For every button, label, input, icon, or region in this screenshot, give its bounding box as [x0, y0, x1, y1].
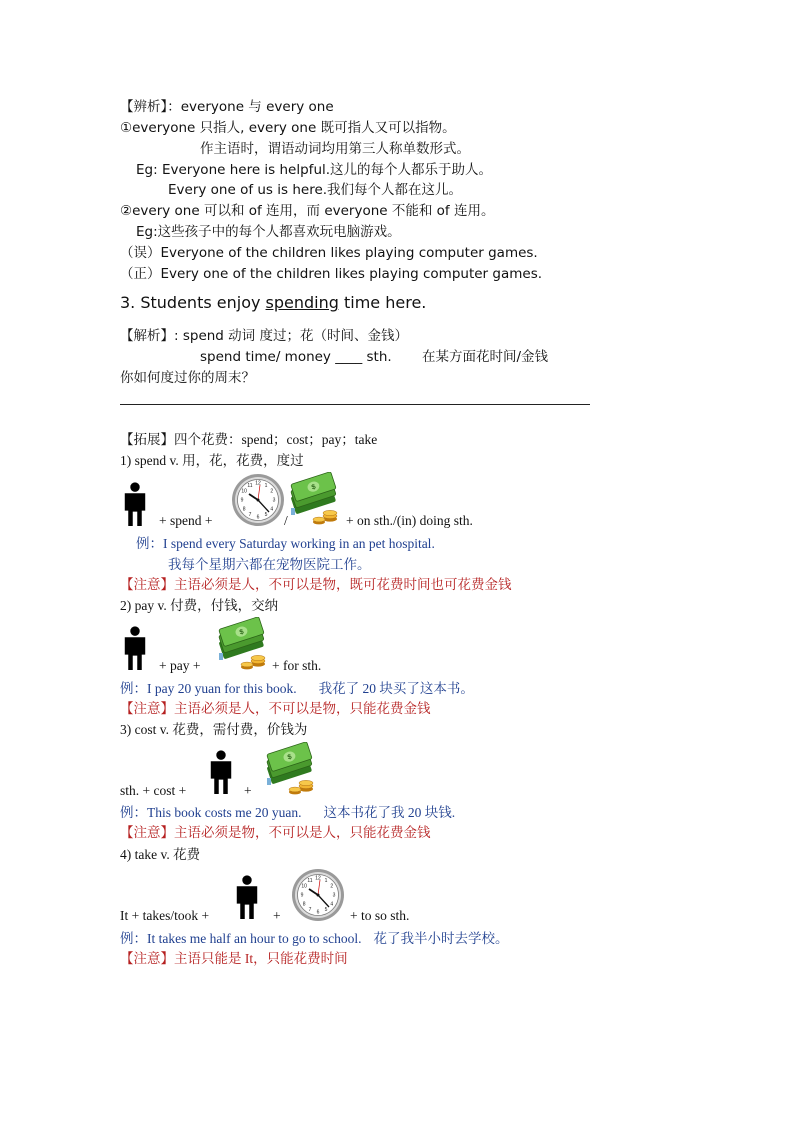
person-icon	[119, 482, 151, 527]
cost-formula-plus: +	[244, 783, 252, 798]
pay-example	[120, 680, 474, 698]
explain-question: 你如何度过你的周末？	[120, 370, 255, 386]
take-example-cn: 花了我半小时去学校。	[373, 931, 509, 946]
money-icon	[262, 742, 318, 798]
analysis-point-2: ②every one 可以和 of 连用，而 everyone 不能和 of 连用。	[120, 203, 495, 219]
extend-title: 【拓展】四个花费：spend；cost；pay；take	[120, 432, 378, 447]
spend-formula-slash: /	[284, 513, 288, 528]
answer-line	[120, 404, 590, 405]
cost-note-text: 主语必须是物，不可以是人，只能花费金钱	[174, 825, 431, 840]
spend-example-cn: 我每个星期六都在宠物医院工作。	[168, 557, 371, 572]
take-example-en: 例：It takes me half an hour to go to school.	[120, 931, 362, 946]
explain-line-1: 【解析】: spend 动词 度过；花（时间、金钱）	[120, 328, 408, 344]
pay-note	[120, 700, 431, 718]
pay-heading: 2) pay v. 付费，付钱，交纳	[120, 598, 279, 613]
pay-formula-1: + pay +	[159, 658, 201, 673]
pay-note-tag: 【注意】	[120, 701, 174, 716]
take-heading: 4) take v. 花费	[120, 847, 201, 862]
take-note	[120, 950, 348, 968]
cost-formula-1: sth. + cost +	[120, 783, 187, 798]
clock-icon	[230, 472, 286, 528]
cost-example-en: 例：This book costs me 20 yuan.	[120, 805, 302, 820]
explain-line-2b: 在某方面花时间/金钱	[422, 349, 549, 365]
spend-note-text: 主语必须是人，不可以是物，既可花费时间也可花费金钱	[174, 577, 512, 592]
pay-example-en: 例：I pay 20 yuan for this book.	[120, 681, 297, 696]
pay-example-cn: 我花了 20 块买了这本书。	[318, 681, 474, 696]
cost-note-tag: 【注意】	[120, 825, 174, 840]
analysis-right: （正）Every one of the children likes playing computer games.	[120, 266, 543, 282]
take-formula-1: It + takes/took +	[120, 908, 210, 923]
take-note-text: 主语只能是 It，只能花费时间	[174, 951, 348, 966]
take-formula-plus: +	[273, 908, 281, 923]
spend-heading: 1) spend v. 用，花，花费，度过	[120, 453, 304, 468]
spend-example-en: 例：I spend every Saturday working in an pet hospital.	[136, 536, 435, 551]
explain-line-2a: spend time/ money ____ sth.	[200, 349, 392, 365]
take-note-tag: 【注意】	[120, 951, 174, 966]
person-icon	[205, 750, 237, 795]
money-icon	[286, 472, 342, 528]
analysis-point-1: ①everyone 只指人, every one 既可指人又可以指物。	[120, 120, 456, 136]
sentence-3-key: spending	[265, 293, 339, 312]
analysis-example-1b: Every one of us is here.我们每个人都在这儿。	[168, 182, 463, 198]
sentence-3-suffix: time here.	[338, 293, 427, 312]
analysis-example-1: Eg: Everyone here is helpful.这儿的每个人都乐于助人。	[136, 162, 493, 178]
clock-icon	[290, 867, 346, 923]
cost-note	[120, 824, 431, 842]
analysis-wrong: （误）Everyone of the children likes playing computer games.	[120, 245, 538, 261]
take-example	[120, 930, 508, 948]
pay-note-text: 主语必须是人，不可以是物，只能花费金钱	[174, 701, 431, 716]
sentence-3-prefix: 3. Students enjoy	[120, 293, 266, 312]
spend-note-tag: 【注意】	[120, 577, 174, 592]
pay-formula-2: + for sth.	[272, 658, 322, 673]
cost-example	[120, 804, 455, 822]
spend-formula-2: + on sth./(in) doing sth.	[346, 513, 473, 528]
analysis-title: 【辨析】：everyone 与 every one	[120, 99, 334, 115]
analysis-point-1b: 作主语时，谓语动词均用第三人称单数形式。	[200, 141, 470, 157]
spend-note	[120, 576, 512, 594]
spend-formula-1: + spend +	[159, 513, 213, 528]
sentence-3	[120, 294, 426, 312]
cost-example-cn: 这本书花了我 20 块钱.	[323, 805, 456, 820]
take-formula-2: + to so sth.	[350, 908, 410, 923]
person-icon	[119, 626, 151, 671]
cost-heading: 3) cost v. 花费，需付费，价钱为	[120, 722, 308, 737]
money-icon	[214, 617, 270, 673]
person-icon	[231, 875, 263, 920]
analysis-example-2: Eg:这些孩子中的每个人都喜欢玩电脑游戏。	[136, 224, 401, 240]
